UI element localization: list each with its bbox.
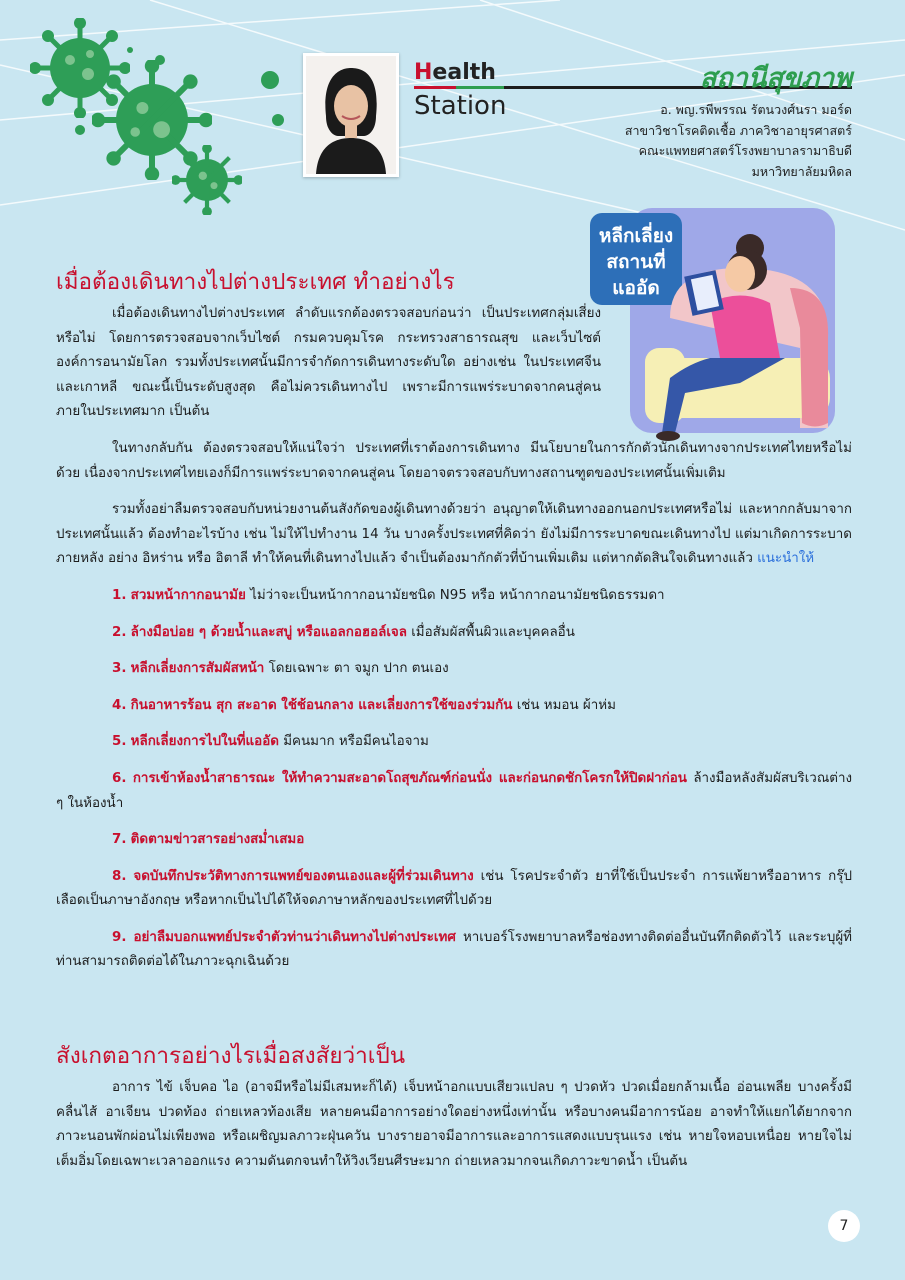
- paragraph-3: รวมทั้งอย่าลืมตรวจสอบกับหน่วยงานต้นสังกัดของผู้เดินทางด้วยว่า อนุญาตให้เดินทางออกนอกประเทศหรือไม่ และหากกลับมาจากประเทศนั้นแล้ว ต้องทำอะไรบ้าง เช่น ไม่ให้ไปทำงาน 14 วัน บางครั้งประเทศที่คิดว่า ยังไม่มีการระบาดขณะเดินทางไป แต่มาเกิดการระบาดภายหลัง อย่าง อิหร่าน หรือ อิตาลี ทำให้คนที่เดินทางไปแล้ว จำเป็นต้องมากักตัวที่บ้านเพิ่มเติม แต่หากตัดสินใจเดินทางแล้ว แนะนำให้: [56, 502, 852, 567]
- list-item: 8. จดบันทึกประวัติทางการแพทย์ของตนเองและผู้ที่ร่วมเดินทาง เช่น โรคประจำตัว ยาที่ใช้เป็นประจำ การแพ้ยาหรืออาหาร กรุ๊ปเลือดเป็นภาษาอังกฤษ หรือหากเป็นไปได้ให้จดภาษาหลักของประเทศที่ไปด้วย: [56, 868, 852, 909]
- page-header: [0, 0, 905, 230]
- article-section-symptoms: [56, 1036, 852, 1174]
- list-item: 4. กินอาหารร้อน สุก สะอาด ใช้ช้อนกลาง และเลี่ยงการใช้ของร่วมกัน เช่น หมอน ผ้าห่ม: [112, 697, 616, 713]
- author-university: มหาวิทยาลัยมหิดล: [751, 163, 852, 179]
- author-info: [522, 100, 852, 182]
- author-department: สาขาวิชาโรคติดเชื้อ ภาควิชาอายุรศาสตร์: [624, 122, 852, 138]
- sign-line-1: หลีกเลี่ยง: [598, 225, 674, 247]
- heading-symptoms: สังเกตอาการอย่างไรเมื่อสงสัยว่าเป็น: [56, 1043, 406, 1069]
- list-item: 3. หลีกเลี่ยงการสัมผัสหน้า โดยเฉพาะ ตา จมูก ปาก ตนเอง: [112, 661, 449, 677]
- list-item: 9. อย่าลืมบอกแพทย์ประจำตัวท่านว่าเดินทางไปต่างประเทศ หาเบอร์โรงพยาบาลหรือช่องทางติดต่ออื่นบันทึกติดตัวไว้ และระบุผู้ที่ท่านสามารถติดต่อได้ในภาวะฉุกเฉินด้วย: [56, 929, 853, 970]
- column-title: สถานีสุขภาพ: [699, 63, 852, 94]
- list-item: 6. การเข้าห้องน้ำสาธารณะ ให้ทำความสะอาดโถสุขภัณฑ์ก่อนนั่ง และก่อนกดชักโครกให้ปิดฝาก่อน ล้างมือหลังสัมผัสบริเวณต่าง ๆ ในห้องน้ำ: [56, 770, 852, 811]
- paragraph-2: ในทางกลับกัน ต้องตรวจสอบให้แน่ใจว่า ประเทศที่เราต้องการเดินทาง มีนโยบายในการกักตัวนักเดินทางจากประเทศไทยหรือไม่ด้วย เนื่องจากประเทศไทยเองก็มีการแพร่ระบาดจากคนสู่คน โดยอาจตรวจสอบกับทางสถานฑูตของประเทศนั้นเพิ่มเติม: [56, 440, 852, 481]
- list-item: 1. สวมหน้ากากอนามัย ไม่ว่าจะเป็นหน้ากากอนามัยชนิด N95 หรือ หน้ากากอนามัยชนิดธรรมดา: [112, 587, 665, 603]
- article-section-travel: [56, 262, 852, 987]
- brand-station: Station: [414, 91, 507, 121]
- paragraph-symptoms: อาการ ไข้ เจ็บคอ ไอ (อาจมีหรือไม่มีเสมหะก็ได้) เจ็บหน้าอกแบบเสียวแปลบ ๆ ปวดหัว ปวดเมื่อยกล้ามเนื้อ อ่อนเพลีย บางครั้งมีคลื่นไส้ อาเจียน ปวดท้อง ถ่ายเหลวท้องเสีย หลายคนมีอาการอย่างใดอย่างหนึ่งเท่านั้น หรือบางคนมีอาการน้อย อาจทำให้แยกได้ยากจากภาวะนอนพักผ่อนไม่เพียงพอ หรือเผชิญมลภาวะฝุ่นควัน บางรายอาจมีอาการและอาการแสดงแบบรุนแรง เช่น หายใจหอบเหนื่อย หายใจไม่เต็มอิ่มโดยเฉพาะเวลาออกแรง ความดันตกจนทำให้วิงเวียนศีรษะมาก ถ่ายเหลวมากจนเกิดภาวะขาดน้ำ เป็นต้น: [56, 1080, 852, 1169]
- author-faculty: คณะแพทยศาสตร์โรงพยาบาลรามาธิบดี: [638, 143, 852, 158]
- brand-health: Health: [414, 60, 496, 85]
- list-item: 2. ล้างมือบ่อย ๆ ด้วยน้ำและสบู่ หรือแอลกอฮอล์เจล เมื่อสัมผัสพื้นผิวและบุคคลอื่น: [112, 624, 575, 640]
- author-name: อ. พญ.รพีพรรณ รัตนวงศ์นรา มอร์ด: [660, 102, 852, 117]
- page-number: 7: [828, 1210, 860, 1242]
- sign-line-2: สถานที่: [606, 251, 666, 273]
- recommend-link-text: แนะนำให้: [757, 551, 815, 567]
- sign-line-3: แออัด: [612, 277, 660, 299]
- paragraph-1: เมื่อต้องเดินทางไปต่างประเทศ ลำดับแรกต้องตรวจสอบก่อนว่า เป็นประเทศกลุ่มเสี่ยงหรือไม่ โดยการตรวจสอบจากเว็บไซต์ กรมควบคุมโรค กระทรวงสาธารณสุข และเว็บไซต์องค์การอนามัยโลก รวมทั้งประเทศนั้นมีการจำกัดการเดินทางระดับใด อย่างเช่น ในประเทศจีนและเกาหลี ขณะนี้เป็นระดับสูงสุด คือไม่ควรเดินทางไป เพราะมีการแพร่ระบาดจากคนสู่คนภายในประเทศมาก เป็นต้น: [56, 306, 601, 420]
- heading-travel-abroad: เมื่อต้องเดินทางไปต่างประเทศ ทำอย่างไร: [56, 269, 455, 295]
- list-item: 5. หลีกเลี่ยงการไปในที่แออัด มีคนมาก หรือมีคนไอจาม: [112, 734, 429, 750]
- virus-dots: [20, 20, 320, 220]
- author-photo: [303, 53, 399, 177]
- list-item: 7. ติดตามข่าวสารอย่างสม่ำเสมอ: [112, 832, 305, 848]
- recommendation-list: [56, 584, 852, 975]
